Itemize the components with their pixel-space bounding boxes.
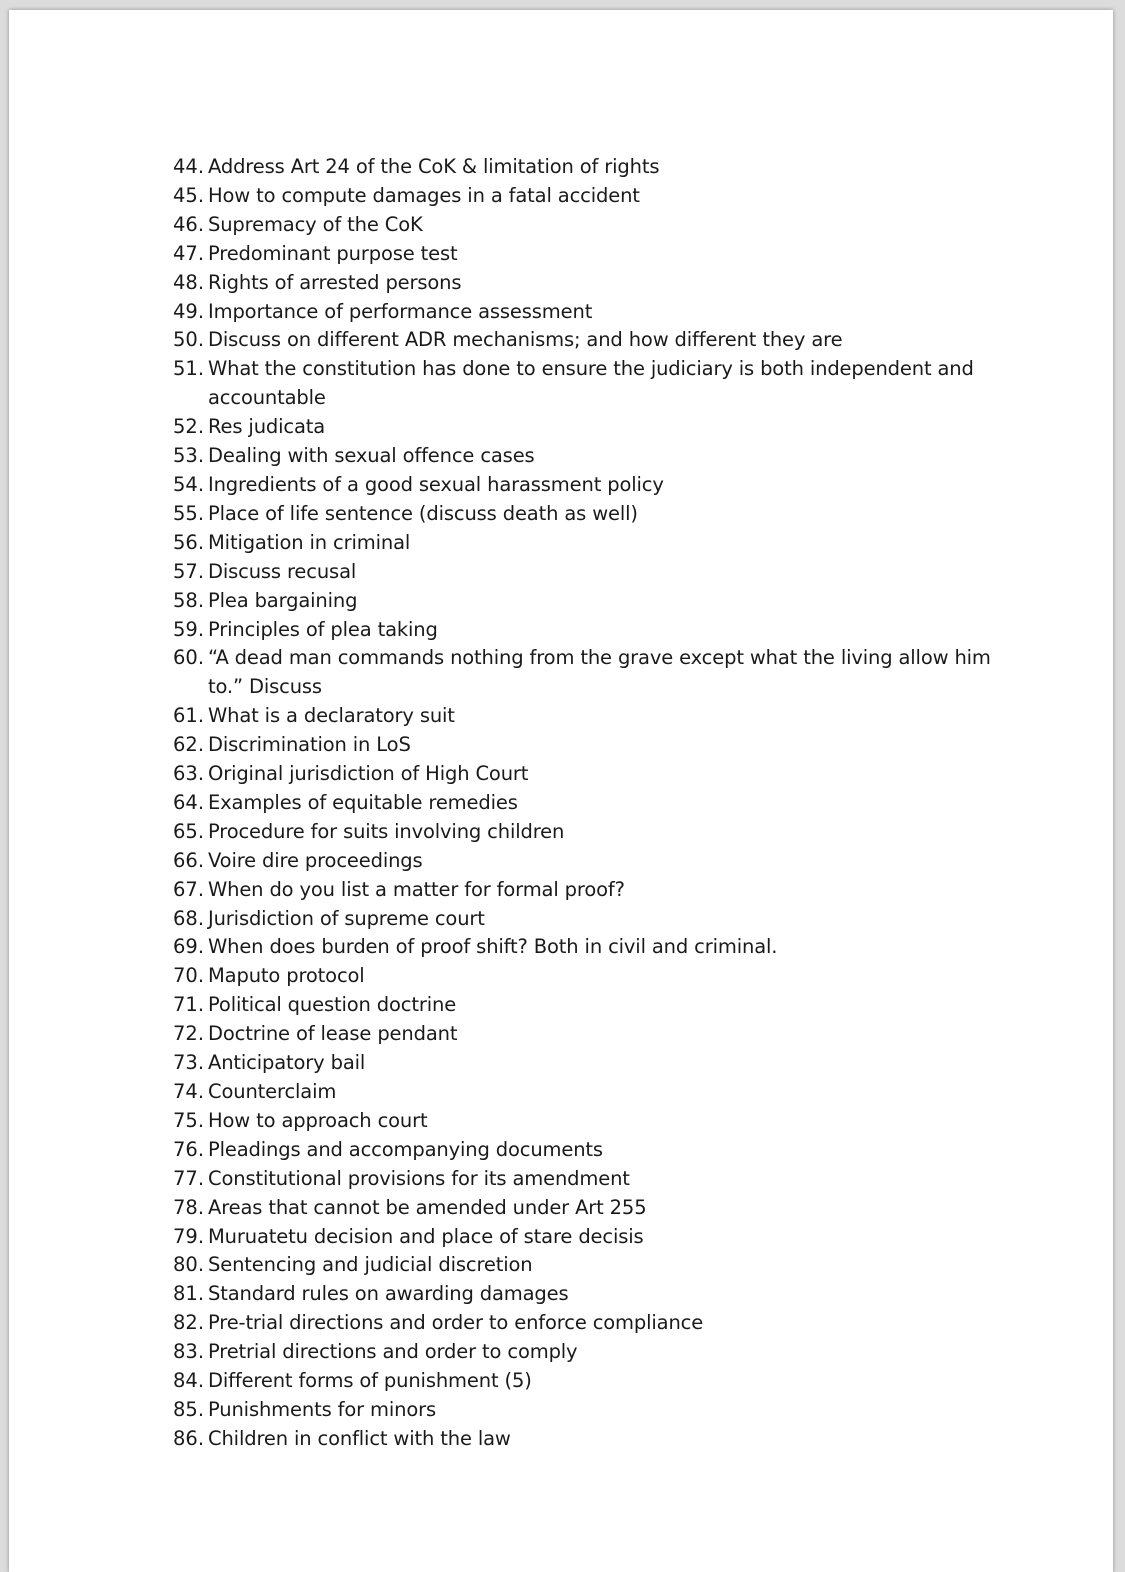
list-item bbox=[9, 818, 998, 847]
item-text: Sentencing and judicial discretion bbox=[208, 1253, 533, 1277]
item-text: Pre-trial directions and order to enforce compliance bbox=[208, 1311, 704, 1335]
item-number: 68. bbox=[173, 906, 205, 930]
item-text: Mitigation in criminal bbox=[208, 530, 411, 554]
list-item bbox=[9, 500, 998, 529]
item-text: Place of life sentence (discuss death as well) bbox=[208, 501, 638, 525]
item-number: 78. bbox=[173, 1195, 205, 1219]
item-text: Examples of equitable remedies bbox=[208, 790, 518, 814]
item-text: Doctrine of lease pendant bbox=[208, 1022, 458, 1046]
list-item bbox=[9, 298, 998, 327]
list-item bbox=[9, 1338, 998, 1367]
item-text: Areas that cannot be amended under Art 255 bbox=[208, 1195, 647, 1219]
item-text: Supremacy of the CoK bbox=[208, 212, 423, 236]
item-number: 60. bbox=[173, 646, 205, 670]
item-number: 47. bbox=[173, 241, 205, 265]
list-item bbox=[9, 876, 998, 905]
item-number: 80. bbox=[173, 1253, 205, 1277]
list-item bbox=[9, 991, 998, 1020]
list-item bbox=[9, 182, 998, 211]
list-item bbox=[9, 558, 998, 587]
item-number: 51. bbox=[173, 357, 205, 381]
item-text: Original jurisdiction of High Court bbox=[208, 762, 529, 786]
list-item bbox=[9, 413, 998, 442]
list-item bbox=[9, 702, 998, 731]
item-number: 45. bbox=[173, 183, 205, 207]
list-item bbox=[9, 1049, 998, 1078]
item-text: When do you list a matter for formal proof? bbox=[208, 877, 625, 901]
item-text: Muruatetu decision and place of stare decisis bbox=[208, 1224, 644, 1248]
item-number: 79. bbox=[173, 1224, 205, 1248]
list-item bbox=[9, 1396, 998, 1425]
list-item bbox=[9, 211, 998, 240]
list-item bbox=[9, 1280, 998, 1309]
list-item bbox=[9, 1107, 998, 1136]
item-text: Punishments for minors bbox=[208, 1397, 437, 1421]
item-text: Pretrial directions and order to comply bbox=[208, 1340, 578, 1364]
list-item bbox=[9, 1165, 998, 1194]
item-text: Procedure for suits involving children bbox=[208, 819, 565, 843]
list-item bbox=[9, 1078, 998, 1107]
item-number: 57. bbox=[173, 559, 205, 583]
list-item bbox=[9, 529, 998, 558]
list-item bbox=[9, 442, 998, 471]
item-number: 86. bbox=[173, 1426, 205, 1450]
item-text: Discrimination in LoS bbox=[208, 733, 411, 757]
item-number: 61. bbox=[173, 704, 205, 728]
item-number: 82. bbox=[173, 1311, 205, 1335]
item-number: 54. bbox=[173, 472, 205, 496]
list-item bbox=[9, 760, 998, 789]
item-text: Voire dire proceedings bbox=[208, 848, 423, 872]
item-text: Pleadings and accompanying documents bbox=[208, 1137, 603, 1161]
item-text: Dealing with sexual offence cases bbox=[208, 444, 535, 468]
item-number: 83. bbox=[173, 1340, 205, 1364]
item-text: What the constitution has done to ensure the judiciary is both independent and accountable bbox=[208, 357, 974, 410]
item-number: 64. bbox=[173, 790, 205, 814]
item-number: 65. bbox=[173, 819, 205, 843]
list-item bbox=[9, 933, 998, 962]
item-number: 74. bbox=[173, 1080, 205, 1103]
question-list bbox=[9, 153, 998, 1454]
list-item bbox=[9, 471, 998, 500]
item-text: Standard rules on awarding damages bbox=[208, 1282, 569, 1306]
item-number: 50. bbox=[173, 328, 205, 352]
item-number: 46. bbox=[173, 212, 205, 236]
item-text: Counterclaim bbox=[208, 1080, 337, 1103]
item-text: Plea bargaining bbox=[208, 588, 358, 612]
list-item bbox=[9, 587, 998, 616]
item-text: Ingredients of a good sexual harassment policy bbox=[208, 472, 664, 496]
item-number: 59. bbox=[173, 617, 205, 641]
item-text: Discuss on different ADR mechanisms; and how different they are bbox=[208, 328, 843, 352]
item-number: 66. bbox=[173, 848, 205, 872]
list-item bbox=[9, 905, 998, 934]
list-item bbox=[9, 269, 998, 298]
item-number: 85. bbox=[173, 1397, 205, 1421]
item-number: 69. bbox=[173, 935, 205, 959]
list-item bbox=[9, 616, 998, 645]
item-text: How to compute damages in a fatal accident bbox=[208, 183, 640, 207]
item-number: 62. bbox=[173, 733, 205, 757]
item-text: “A dead man commands nothing from the grave except what the living allow him to.” Discuss bbox=[208, 646, 991, 699]
list-item bbox=[9, 1194, 998, 1223]
list-item bbox=[9, 326, 998, 355]
item-number: 63. bbox=[173, 762, 205, 786]
list-item bbox=[9, 1136, 998, 1165]
item-number: 71. bbox=[173, 993, 205, 1017]
list-item bbox=[9, 1367, 998, 1396]
item-text: Importance of performance assessment bbox=[208, 299, 593, 323]
item-number: 72. bbox=[173, 1022, 205, 1046]
item-text: Jurisdiction of supreme court bbox=[208, 906, 485, 930]
item-number: 67. bbox=[173, 877, 205, 901]
item-number: 77. bbox=[173, 1166, 205, 1190]
item-text: Res judicata bbox=[208, 415, 326, 439]
item-text: Discuss recusal bbox=[208, 559, 357, 583]
item-number: 70. bbox=[173, 964, 205, 988]
item-number: 56. bbox=[173, 530, 205, 554]
item-number: 73. bbox=[173, 1051, 205, 1075]
list-item bbox=[9, 962, 998, 991]
item-text: Rights of arrested persons bbox=[208, 270, 462, 294]
list-item bbox=[9, 1251, 998, 1280]
item-number: 81. bbox=[173, 1282, 205, 1306]
item-number: 52. bbox=[173, 415, 205, 439]
list-item bbox=[9, 355, 998, 413]
item-text: Different forms of punishment (5) bbox=[208, 1369, 532, 1393]
list-item bbox=[9, 1425, 998, 1454]
item-number: 49. bbox=[173, 299, 205, 323]
list-item bbox=[9, 789, 998, 818]
item-number: 84. bbox=[173, 1369, 205, 1393]
list-item bbox=[9, 847, 998, 876]
list-item bbox=[9, 644, 998, 702]
list-item bbox=[9, 1223, 998, 1252]
item-number: 55. bbox=[173, 501, 205, 525]
list-item bbox=[9, 1020, 998, 1049]
item-text: What is a declaratory suit bbox=[208, 704, 455, 728]
item-number: 76. bbox=[173, 1137, 205, 1161]
item-text: Children in conflict with the law bbox=[208, 1426, 511, 1450]
item-text: Address Art 24 of the CoK & limitation of rights bbox=[208, 155, 660, 178]
item-number: 53. bbox=[173, 444, 205, 468]
item-text: Constitutional provisions for its amendment bbox=[208, 1166, 630, 1190]
item-text: Maputo protocol bbox=[208, 964, 365, 988]
list-item bbox=[9, 731, 998, 760]
document-page bbox=[9, 10, 1113, 1572]
item-number: 44. bbox=[173, 155, 205, 178]
item-text: Anticipatory bail bbox=[208, 1051, 366, 1075]
item-number: 48. bbox=[173, 270, 205, 294]
item-number: 58. bbox=[173, 588, 205, 612]
item-text: Political question doctrine bbox=[208, 993, 457, 1017]
item-number: 75. bbox=[173, 1108, 205, 1132]
list-item bbox=[9, 1309, 998, 1338]
item-text: How to approach court bbox=[208, 1108, 428, 1132]
item-text: Principles of plea taking bbox=[208, 617, 438, 641]
item-text: When does burden of proof shift? Both in civil and criminal. bbox=[208, 935, 778, 959]
list-item bbox=[9, 153, 998, 182]
item-text: Predominant purpose test bbox=[208, 241, 458, 265]
list-item bbox=[9, 240, 998, 269]
